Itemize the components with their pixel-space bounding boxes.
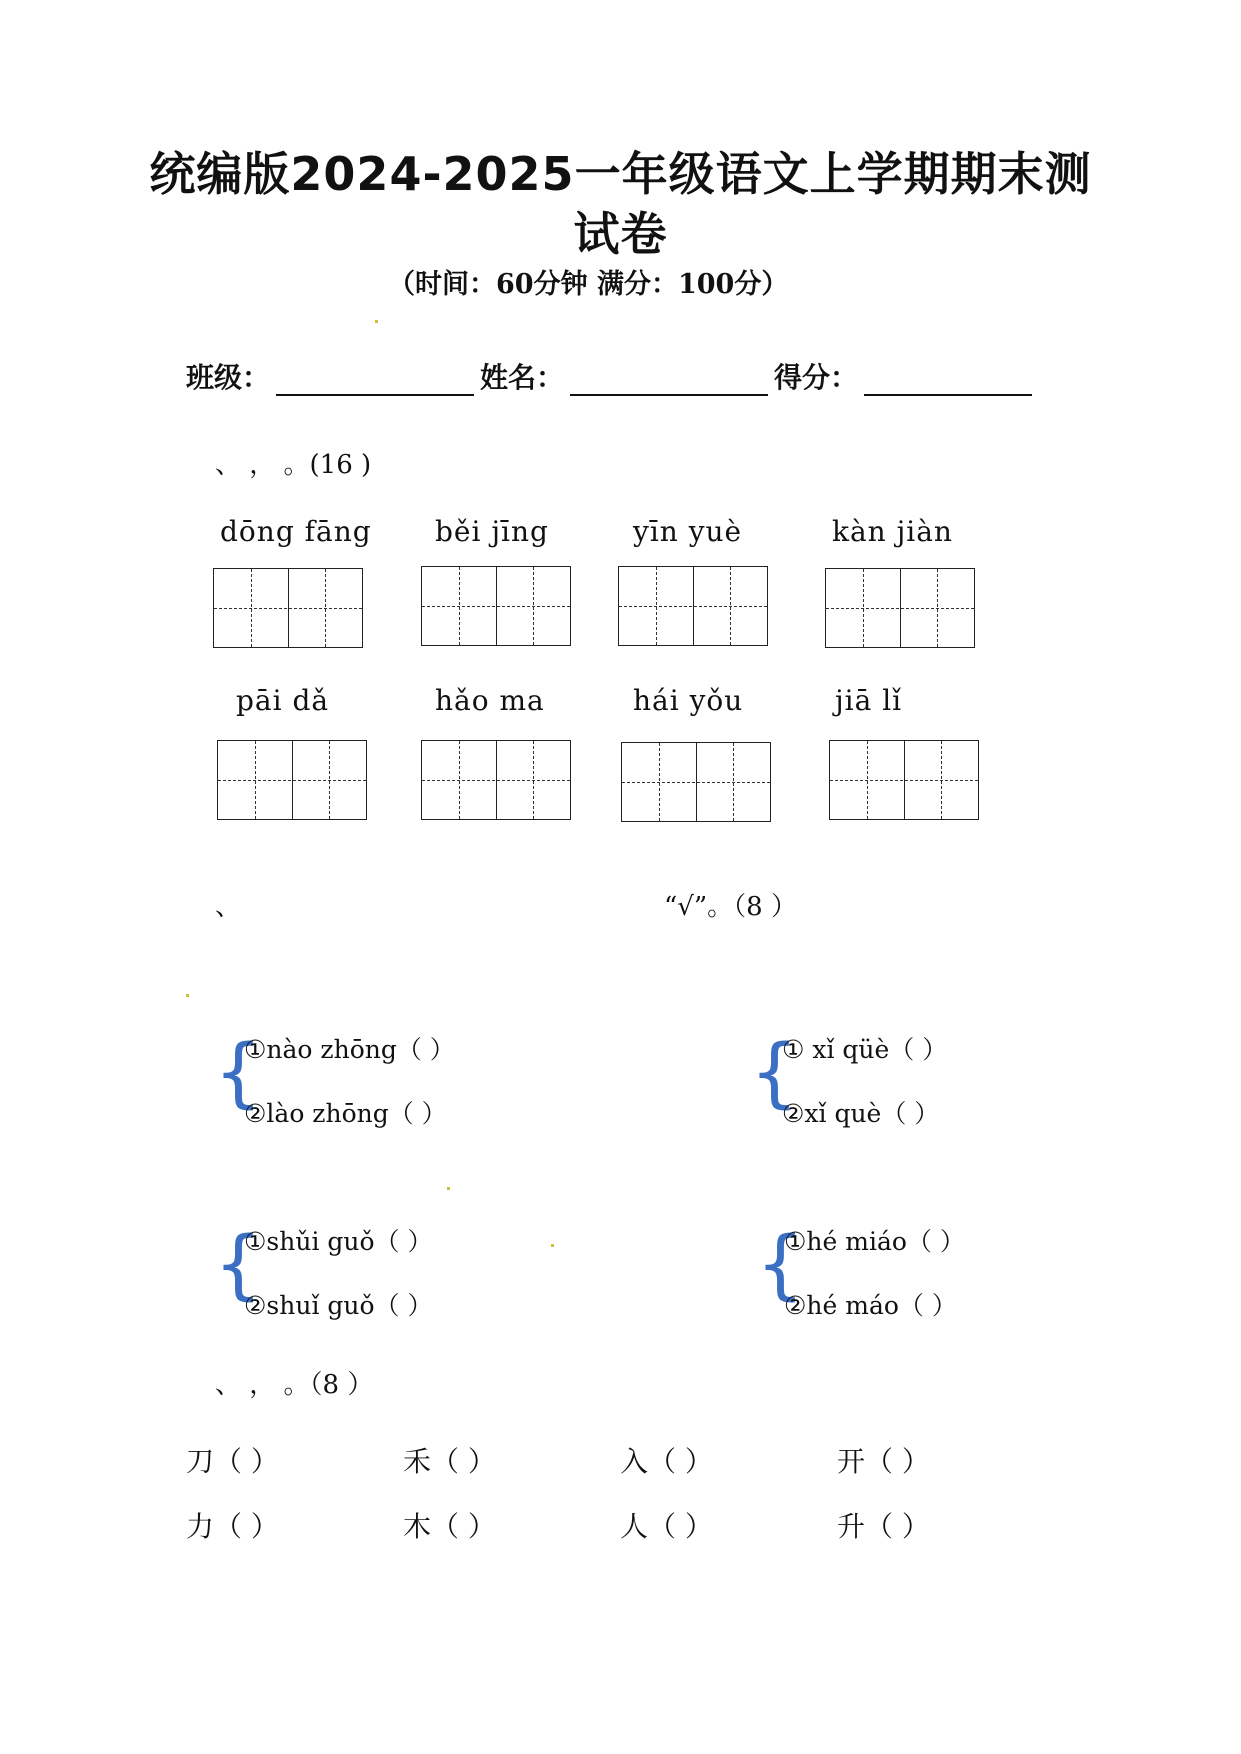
score-label: 得分： [774, 361, 859, 394]
stray-mark [447, 1187, 450, 1190]
pinyin-6: hǎo ma [435, 684, 545, 717]
choice-option[interactable]: ① xǐ qüè（ ） [782, 1035, 948, 1064]
choice-option[interactable]: ①hé miáo（ ） [784, 1227, 965, 1256]
brace-icon: { [214, 1219, 263, 1308]
char-blank[interactable]: 木（ ） [403, 1510, 496, 1543]
pinyin-1: dōng fāng [220, 515, 372, 548]
pinyin-2: běi jīng [435, 515, 549, 548]
page-title-line2: 试卷 [573, 207, 668, 261]
char-blank[interactable]: 刀（ ） [186, 1445, 279, 1478]
char-blank[interactable]: 开（ ） [837, 1445, 930, 1478]
brace-icon: { [750, 1027, 799, 1116]
class-label: 班级： [186, 361, 271, 394]
score-field[interactable] [864, 364, 1032, 396]
name-field[interactable] [570, 364, 768, 396]
stray-mark [186, 994, 189, 997]
exam-subtitle: （时间：60分钟 满分：100分） [388, 269, 789, 300]
writing-grid[interactable] [621, 742, 771, 822]
writing-grid[interactable] [829, 740, 979, 820]
char-blank[interactable]: 力（ ） [186, 1510, 279, 1543]
char-blank[interactable]: 禾（ ） [403, 1445, 496, 1478]
writing-grid[interactable] [421, 740, 571, 820]
name-label: 姓名： [480, 361, 565, 394]
brace-icon: { [756, 1219, 805, 1308]
brace-icon: { [214, 1027, 263, 1116]
choice-option[interactable]: ②shuǐ guǒ（ ） [244, 1291, 433, 1320]
choice-option[interactable]: ①nào zhōng（ ） [244, 1035, 455, 1064]
choice-option[interactable]: ②xǐ què（ ） [782, 1099, 940, 1128]
student-info-row [186, 356, 1038, 396]
section2-header-end: “√”。（8 ） [664, 892, 797, 922]
writing-grid[interactable] [421, 566, 571, 646]
writing-grid[interactable] [213, 568, 363, 648]
char-blank[interactable]: 升（ ） [837, 1510, 930, 1543]
class-field[interactable] [276, 364, 474, 396]
pinyin-3: yīn yuè [633, 515, 743, 548]
stray-mark [551, 1244, 554, 1247]
page-title: 统编版2024-2025一年级语文上学期期末测 [149, 147, 1092, 201]
char-blank[interactable]: 人（ ） [620, 1510, 713, 1543]
char-blank[interactable]: 入（ ） [620, 1445, 713, 1478]
section2-header: 、 [215, 892, 242, 922]
choice-option[interactable]: ②lào zhōng（ ） [244, 1099, 447, 1128]
pinyin-8: jiā lǐ [835, 684, 903, 717]
stray-mark [375, 320, 378, 323]
choice-option[interactable]: ②hé máo（ ） [784, 1291, 957, 1320]
pinyin-5: pāi dǎ [236, 684, 330, 717]
pinyin-4: kàn jiàn [832, 515, 953, 548]
writing-grid[interactable] [618, 566, 768, 646]
pinyin-7: hái yǒu [633, 684, 744, 717]
section1-header: 、 ， 。(16 ) [215, 450, 372, 480]
section3-header: 、 ， 。（8 ） [215, 1370, 374, 1400]
writing-grid[interactable] [217, 740, 367, 820]
writing-grid[interactable] [825, 568, 975, 648]
choice-option[interactable]: ①shǔi guǒ（ ） [244, 1227, 433, 1256]
